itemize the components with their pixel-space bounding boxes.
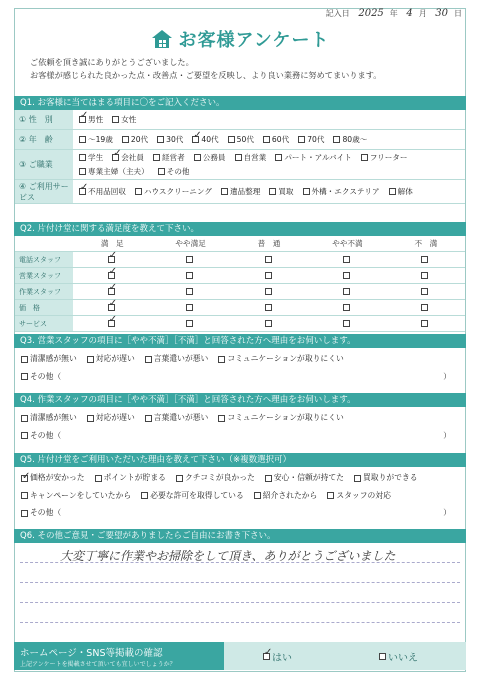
q4-option[interactable]: コミュニケーションが取りにくい <box>218 410 343 426</box>
q2-checkbox[interactable] <box>421 288 428 295</box>
q1-option[interactable]: 買取 <box>269 186 293 197</box>
q5-option[interactable]: スタッフの対応 <box>327 488 391 504</box>
q2-checkbox[interactable] <box>265 272 272 279</box>
q1-option[interactable]: 公務員 <box>194 152 226 163</box>
q2-checkbox[interactable] <box>343 304 350 311</box>
checkbox[interactable] <box>153 154 160 161</box>
checkbox[interactable] <box>145 356 152 363</box>
checkbox[interactable] <box>235 154 242 161</box>
checkbox[interactable] <box>218 415 225 422</box>
q2-row <box>15 268 465 284</box>
q2-checkbox[interactable] <box>108 288 115 295</box>
q5-option[interactable]: クチコミが良かった <box>176 470 255 486</box>
q3-other[interactable]: その他（ <box>21 369 61 385</box>
q1-option[interactable]: ✓ 不用品回収 <box>79 186 126 197</box>
checkbox[interactable] <box>21 492 28 499</box>
q2-checkbox[interactable] <box>108 320 115 327</box>
q1-option[interactable]: フリーター <box>361 152 408 163</box>
q1-option[interactable]: 解体 <box>389 186 413 197</box>
q2-table <box>14 236 466 332</box>
checkbox[interactable] <box>21 356 28 363</box>
house-logo-icon <box>151 29 173 54</box>
checkbox[interactable] <box>361 154 368 161</box>
q1-row <box>15 150 465 180</box>
checkbox[interactable] <box>21 373 28 380</box>
checkbox[interactable] <box>389 188 396 195</box>
checkbox[interactable] <box>157 136 164 143</box>
q2-row-label: 作業スタッフ <box>15 284 73 299</box>
q1-option[interactable]: 80歳～ <box>333 134 367 145</box>
q1-row-label: ① 性 別 <box>15 110 73 129</box>
q1-option[interactable]: ✓ 男性 <box>79 114 103 125</box>
q5-option[interactable]: 買取りができる <box>354 470 418 486</box>
q1-option[interactable]: 外構・エクステリア <box>303 186 380 197</box>
q5-other[interactable]: その他（ <box>21 505 61 521</box>
page-title: お客様アンケート <box>0 26 480 54</box>
q3-option[interactable]: 清潔感が無い <box>21 351 77 367</box>
q1-row-label: ② 年 齢 <box>15 130 73 149</box>
checkbox-no[interactable] <box>379 653 386 660</box>
q1-option[interactable]: ✓ 会社員 <box>112 152 144 163</box>
checkbox[interactable] <box>95 475 102 482</box>
checkbox[interactable] <box>176 475 183 482</box>
checkbox[interactable] <box>79 168 86 175</box>
checkbox[interactable] <box>254 492 261 499</box>
q2-row-label: 電話スタッフ <box>15 252 73 267</box>
q4-other[interactable]: その他（ <box>21 428 61 444</box>
q2-checkbox[interactable] <box>186 304 193 311</box>
q1-option[interactable]: ハウスクリーニング <box>135 186 212 197</box>
q1-option[interactable]: パート・アルバイト <box>275 152 352 163</box>
q5-heading: Q5. 片付け堂をご利用いただいた理由を教えて下さい（※複数選択可） <box>14 453 466 467</box>
q5-option[interactable]: 紹介されたから <box>254 488 318 504</box>
q2-row <box>15 252 465 268</box>
date-label: 記入日 <box>325 9 350 18</box>
q5-option[interactable]: ポイントが貯まる <box>95 470 166 486</box>
handwritten-comment: 大変丁寧に作業やお掃除をして頂き、ありがとうございました <box>60 549 396 563</box>
q2-checkbox[interactable] <box>186 272 193 279</box>
checkbox[interactable] <box>21 415 28 422</box>
q1-option[interactable]: 遺品整理 <box>221 186 260 197</box>
q1-option[interactable]: 専業主婦（主夫） <box>79 166 149 177</box>
q3-heading: Q3. 営業スタッフの項目に［やや不満］［不満］と回答された方へ理由をお伺いします。 <box>14 334 466 348</box>
q4-options: 清潔感が無い 対応が遅い 言葉遣いが悪い コミュニケーションが取りにくい その他（ ） <box>14 407 466 451</box>
q2-checkbox[interactable] <box>108 272 115 279</box>
q4-heading: Q4. 作業スタッフの項目に［やや不満］［不満］と回答された方へ理由をお伺いします。 <box>14 393 466 407</box>
q2-checkbox[interactable] <box>421 256 428 263</box>
q2-column-header: やや満足 <box>175 239 206 248</box>
q1-option[interactable]: 20代 <box>122 134 148 145</box>
checkbox[interactable] <box>79 154 86 161</box>
q2-row <box>15 284 465 300</box>
checkbox[interactable] <box>122 136 129 143</box>
q5-options: ✓ 価格が安かった ポイントが貯まる クチコミが良かった 安心・信頼が持てた 買取りができる キャンペーンをしていたから 必要な許可を取得している 紹介されたから スタッフの対応 その他（ ） <box>14 467 466 527</box>
q1-row <box>15 130 465 150</box>
q5-option[interactable]: ✓ 価格が安かった <box>21 470 85 486</box>
q2-checkbox[interactable] <box>186 256 193 263</box>
q2-checkbox[interactable] <box>343 288 350 295</box>
q1-option[interactable]: 30代 <box>157 134 183 145</box>
q1-option[interactable]: 70代 <box>298 134 324 145</box>
q1-heading: Q1. お客様に当てはまる項目に〇をご記入ください。 <box>14 96 466 110</box>
q2-checkbox[interactable] <box>108 304 115 311</box>
checkbox[interactable] <box>135 188 142 195</box>
checkbox[interactable] <box>79 188 86 195</box>
q4-option[interactable]: 言葉遣いが悪い <box>145 410 209 426</box>
q2-checkbox[interactable] <box>421 272 428 279</box>
checkbox[interactable] <box>303 188 310 195</box>
date-month: 4 <box>406 8 413 19</box>
q2-row-label: 価 格 <box>15 300 73 315</box>
q2-header <box>15 236 465 252</box>
q1-row-label: ③ ご職業 <box>15 150 73 179</box>
checkbox[interactable] <box>145 415 152 422</box>
date-year: 2025 <box>358 8 384 19</box>
q3-option[interactable]: 言葉遣いが悪い <box>145 351 209 367</box>
checkbox[interactable] <box>275 154 282 161</box>
q2-checkbox[interactable] <box>343 256 350 263</box>
checkbox[interactable] <box>158 168 165 175</box>
checkbox[interactable] <box>79 136 86 143</box>
checkbox[interactable] <box>354 475 361 482</box>
q1-option[interactable]: 学生 <box>79 152 103 163</box>
checkbox[interactable] <box>265 475 272 482</box>
q1-row <box>15 110 465 130</box>
consent-yes[interactable]: ✓ はい <box>263 649 292 664</box>
q2-checkbox[interactable] <box>343 320 350 327</box>
checkbox[interactable] <box>112 154 119 161</box>
checkbox[interactable] <box>79 116 86 123</box>
q5-option[interactable]: 安心・信頼が持てた <box>265 470 344 486</box>
q1-table <box>14 110 466 204</box>
checkbox[interactable] <box>218 356 225 363</box>
checkbox[interactable] <box>21 432 28 439</box>
q1-option[interactable]: 自営業 <box>235 152 267 163</box>
checkbox[interactable] <box>298 136 305 143</box>
checkbox[interactable] <box>221 188 228 195</box>
q2-checkbox[interactable] <box>421 320 428 327</box>
q2-column-header: やや不満 <box>332 239 363 248</box>
q3-option[interactable]: 対応が遅い <box>87 351 135 367</box>
q3-options: 清潔感が無い 対応が遅い 言葉遣いが悪い コミュニケーションが取りにくい その他（ ） <box>14 348 466 392</box>
q1-option[interactable]: 50代 <box>228 134 254 145</box>
checkbox[interactable] <box>194 154 201 161</box>
q1-option[interactable]: 女性 <box>112 114 136 125</box>
date-day: 30 <box>435 8 448 19</box>
checkbox[interactable] <box>21 510 28 517</box>
q2-checkbox[interactable] <box>186 320 193 327</box>
checkbox[interactable] <box>87 415 94 422</box>
q2-checkbox[interactable] <box>343 272 350 279</box>
q2-heading: Q2. 片付け堂に関する満足度を教えて下さい。 <box>14 222 466 236</box>
checkbox[interactable] <box>263 136 270 143</box>
q1-option[interactable]: 経営者 <box>153 152 185 163</box>
q2-checkbox[interactable] <box>265 288 272 295</box>
q2-column-header: 満 足 <box>100 239 124 248</box>
consent-question: ホームページ・SNS等掲載の確認 <box>20 648 163 659</box>
checkbox[interactable] <box>112 116 119 123</box>
q2-checkbox[interactable] <box>265 320 272 327</box>
q2-checkbox[interactable] <box>265 304 272 311</box>
date-line: 記入日 2025 年 4 月 30 日 <box>325 8 462 19</box>
q4-option[interactable]: 対応が遅い <box>87 410 135 426</box>
q1-option[interactable]: 60代 <box>263 134 289 145</box>
q1-option[interactable]: ～19歳 <box>79 134 113 145</box>
intro-text: ご依頼を頂き誠にありがとうございました。 お客様が感じられた良かった点・改善点・ご要望を反映し、より良い業務に努めてまいります。 <box>30 57 382 80</box>
checkbox[interactable] <box>269 188 276 195</box>
q6-heading: Q6. その他ご意見・ご要望がありましたらご自由にお書き下さい。 <box>14 529 466 543</box>
checkbox[interactable] <box>87 356 94 363</box>
q2-checkbox[interactable] <box>265 256 272 263</box>
consent-no[interactable]: いいえ <box>379 649 418 664</box>
consent-sub: 上記アンケートを掲載させて頂いても宜しいでしょうか？ <box>20 661 176 668</box>
q1-row <box>15 180 465 204</box>
q1-option[interactable]: その他 <box>158 166 190 177</box>
q2-column-header: 不 満 <box>414 239 438 248</box>
q1-row-label: ④ ご利用サービス <box>15 180 73 203</box>
checkbox[interactable] <box>21 475 28 482</box>
publish-consent <box>14 642 466 670</box>
q2-column-header: 普 通 <box>257 239 281 248</box>
q2-row <box>15 300 465 316</box>
checkbox[interactable] <box>141 492 148 499</box>
q5-option[interactable]: 必要な許可を取得している <box>141 488 244 504</box>
checkbox[interactable] <box>192 136 199 143</box>
checkbox[interactable] <box>327 492 334 499</box>
q2-checkbox[interactable] <box>186 288 193 295</box>
checkbox-yes[interactable] <box>263 653 270 660</box>
q2-row <box>15 316 465 332</box>
q5-option[interactable]: キャンペーンをしていたから <box>21 488 131 504</box>
q3-option[interactable]: コミュニケーションが取りにくい <box>218 351 343 367</box>
q2-row-label: サービス <box>15 316 73 331</box>
checkbox[interactable] <box>228 136 235 143</box>
q2-checkbox[interactable] <box>421 304 428 311</box>
q2-row-label: 営業スタッフ <box>15 268 73 283</box>
q4-option[interactable]: 清潔感が無い <box>21 410 77 426</box>
q2-checkbox[interactable] <box>108 256 115 263</box>
q1-option[interactable]: ✓ 40代 <box>192 134 218 145</box>
checkbox[interactable] <box>333 136 340 143</box>
